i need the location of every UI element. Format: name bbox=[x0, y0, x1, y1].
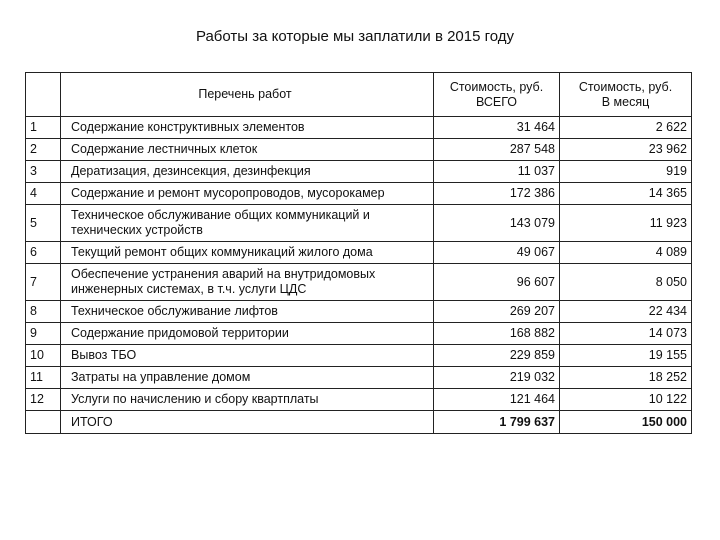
work-name-line: Содержание конструктивных элементов bbox=[71, 120, 305, 134]
cost-total: 11 037 bbox=[434, 161, 560, 183]
cost-monthly: 18 252 bbox=[560, 367, 692, 389]
row-number: 8 bbox=[26, 301, 61, 323]
table-row bbox=[26, 183, 692, 205]
cost-monthly: 4 089 bbox=[560, 242, 692, 264]
cost-monthly: 23 962 bbox=[560, 139, 692, 161]
work-name bbox=[61, 161, 434, 183]
work-name bbox=[61, 301, 434, 323]
cost-monthly: 8 050 bbox=[560, 264, 692, 301]
work-name-line: Обеспечение устранения аварий на внутридомовых bbox=[71, 267, 376, 281]
work-name bbox=[61, 389, 434, 411]
total-row-number bbox=[26, 411, 61, 434]
work-name bbox=[61, 183, 434, 205]
cost-total: 219 032 bbox=[434, 367, 560, 389]
cost-monthly: 19 155 bbox=[560, 345, 692, 367]
header-total-line1: Стоимость, руб. bbox=[449, 79, 544, 94]
row-number: 6 bbox=[26, 242, 61, 264]
table-row bbox=[26, 367, 692, 389]
header-monthly-line1: Стоимость, руб. bbox=[578, 79, 673, 94]
table-row bbox=[26, 301, 692, 323]
cost-total: 269 207 bbox=[434, 301, 560, 323]
row-number: 4 bbox=[26, 183, 61, 205]
work-name-line: Затраты на управление домом bbox=[71, 370, 251, 384]
work-name bbox=[61, 367, 434, 389]
work-name-line: Вывоз ТБО bbox=[71, 348, 137, 362]
table-row bbox=[26, 345, 692, 367]
cost-monthly: 22 434 bbox=[560, 301, 692, 323]
row-number: 2 bbox=[26, 139, 61, 161]
page-title: Работы за которые мы заплатили в 2015 году bbox=[195, 28, 515, 45]
table-row bbox=[26, 205, 692, 242]
grand-monthly: 150 000 bbox=[560, 411, 692, 434]
work-name-line: Техническое обслуживание общих коммуникаций и bbox=[71, 208, 370, 222]
row-number: 1 bbox=[26, 117, 61, 139]
work-name-line: Текущий ремонт общих коммуникаций жилого дома bbox=[71, 245, 373, 259]
header-works: Перечень работ bbox=[61, 73, 434, 117]
row-number: 11 bbox=[26, 367, 61, 389]
cost-total: 31 464 bbox=[434, 117, 560, 139]
header-number bbox=[26, 73, 61, 117]
total-label: ИТОГО bbox=[61, 411, 434, 434]
row-number: 9 bbox=[26, 323, 61, 345]
row-number: 5 bbox=[26, 205, 61, 242]
cost-total: 143 079 bbox=[434, 205, 560, 242]
work-name bbox=[61, 139, 434, 161]
work-name-line: Содержание лестничных клеток bbox=[71, 142, 258, 156]
cost-monthly: 14 365 bbox=[560, 183, 692, 205]
cost-total: 168 882 bbox=[434, 323, 560, 345]
cost-monthly: 919 bbox=[560, 161, 692, 183]
work-name bbox=[61, 242, 434, 264]
table-row bbox=[26, 139, 692, 161]
work-name-line: Содержание и ремонт мусоропроводов, мусорокамер bbox=[71, 186, 385, 200]
work-name-line: Услуги по начислению и сбору квартплаты bbox=[71, 392, 319, 406]
table-header-row bbox=[26, 73, 692, 117]
table-row bbox=[26, 117, 692, 139]
work-name bbox=[61, 323, 434, 345]
row-number: 3 bbox=[26, 161, 61, 183]
total-row bbox=[26, 411, 692, 434]
works-cost-table bbox=[25, 72, 692, 434]
cost-total: 49 067 bbox=[434, 242, 560, 264]
header-total-line2: ВСЕГО bbox=[475, 94, 518, 109]
work-name-line: инженерных системах, в т.ч. услуги ЦДС bbox=[71, 282, 307, 296]
cost-total: 121 464 bbox=[434, 389, 560, 411]
table-row bbox=[26, 242, 692, 264]
table-row bbox=[26, 323, 692, 345]
work-name bbox=[61, 264, 434, 301]
work-name bbox=[61, 345, 434, 367]
work-name bbox=[61, 205, 434, 242]
cost-monthly: 2 622 bbox=[560, 117, 692, 139]
header-monthly bbox=[560, 73, 692, 117]
table-row bbox=[26, 389, 692, 411]
cost-monthly: 11 923 bbox=[560, 205, 692, 242]
row-number: 10 bbox=[26, 345, 61, 367]
cost-total: 229 859 bbox=[434, 345, 560, 367]
cost-total: 172 386 bbox=[434, 183, 560, 205]
work-name-line: Дератизация, дезинсекция, дезинфекция bbox=[71, 164, 311, 178]
work-name-line: Содержание придомовой территории bbox=[71, 326, 289, 340]
header-total bbox=[434, 73, 560, 117]
work-name bbox=[61, 117, 434, 139]
header-monthly-line2: В месяц bbox=[601, 94, 650, 109]
work-name-line: Техническое обслуживание лифтов bbox=[71, 304, 278, 318]
row-number: 7 bbox=[26, 264, 61, 301]
row-number: 12 bbox=[26, 389, 61, 411]
cost-monthly: 10 122 bbox=[560, 389, 692, 411]
cost-total: 287 548 bbox=[434, 139, 560, 161]
table-row bbox=[26, 264, 692, 301]
work-name-line: технических устройств bbox=[71, 223, 203, 237]
cost-monthly: 14 073 bbox=[560, 323, 692, 345]
cost-total: 96 607 bbox=[434, 264, 560, 301]
grand-total: 1 799 637 bbox=[434, 411, 560, 434]
table-row bbox=[26, 161, 692, 183]
